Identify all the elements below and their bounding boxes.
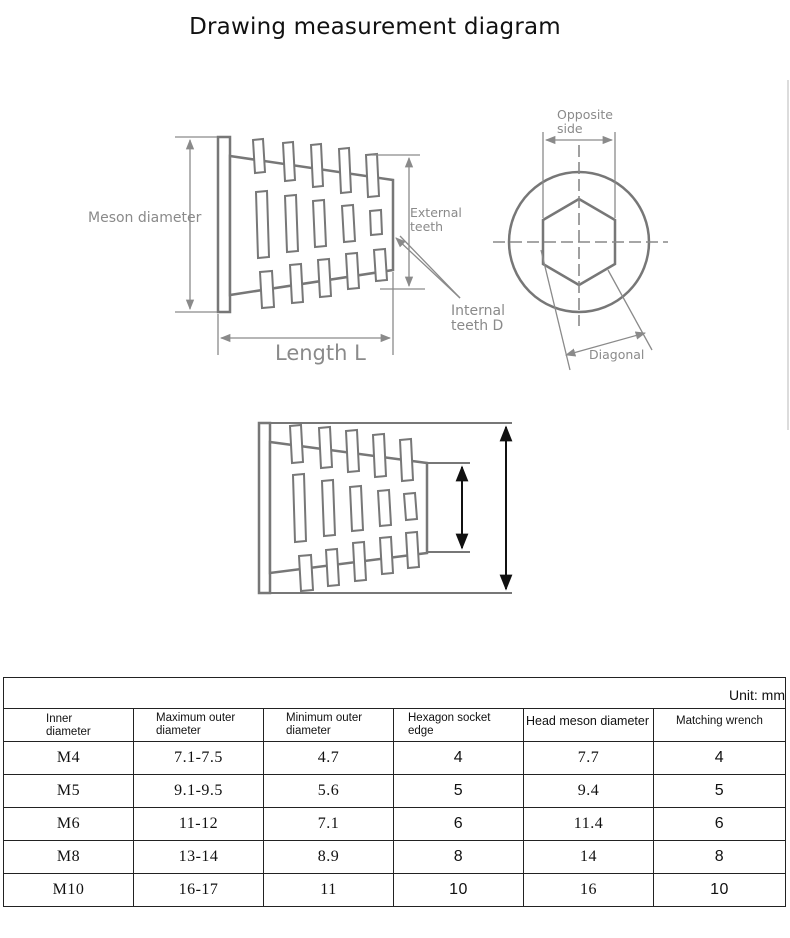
- unit-row: [4, 678, 786, 709]
- table-cell: 8: [654, 841, 786, 874]
- header-cell: [264, 709, 394, 742]
- table-cell: 4: [394, 742, 524, 775]
- table-row: [4, 841, 786, 874]
- front-view-hex: [493, 107, 668, 370]
- table-cell: 5: [654, 775, 786, 808]
- table-cell: 10: [394, 874, 524, 907]
- table-cell: 7.7: [524, 742, 654, 775]
- table-cell: 8.9: [264, 841, 394, 874]
- table-cell: M4: [4, 742, 134, 775]
- table-cell: 6: [654, 808, 786, 841]
- table-row: [4, 808, 786, 841]
- header-text: Maximum outer: [156, 712, 236, 724]
- table-cell: 11.4: [524, 808, 654, 841]
- diagonal-label: Diagonal: [589, 347, 645, 362]
- table-row: [4, 775, 786, 808]
- table-cell: 8: [394, 841, 524, 874]
- page-title: Drawing measurement diagram: [189, 14, 561, 40]
- header-cell: [4, 709, 134, 742]
- header-text: Matching wrench: [676, 714, 763, 727]
- header-text: diameter: [46, 726, 91, 738]
- table-cell: M5: [4, 775, 134, 808]
- table-cell: 16: [524, 874, 654, 907]
- table-cell: 4: [654, 742, 786, 775]
- header-text: diameter: [156, 725, 201, 737]
- table-cell: 11: [264, 874, 394, 907]
- table-cell: 11-12: [134, 808, 264, 841]
- header-text: Minimum outer: [286, 712, 363, 724]
- internal-teeth-label-2: teeth D: [451, 318, 504, 334]
- table-cell: M10: [4, 874, 134, 907]
- spec-table: [3, 677, 786, 907]
- table-row: [4, 742, 786, 775]
- header-cell: [394, 709, 524, 742]
- table-cell: 4.7: [264, 742, 394, 775]
- header-text: Hexagon socket: [408, 712, 491, 724]
- insert-flange: [218, 137, 230, 312]
- external-teeth-label: External: [410, 205, 462, 220]
- length-label: Length L: [275, 341, 366, 365]
- second-insert-view: [259, 423, 512, 593]
- table-cell: 5.6: [264, 775, 394, 808]
- table-cell: 6: [394, 808, 524, 841]
- unit-label: Unit: mm: [729, 687, 785, 703]
- header-cell: [134, 709, 264, 742]
- header-text: Inner: [46, 713, 73, 725]
- table-cell: 7.1-7.5: [134, 742, 264, 775]
- table-cell: 13-14: [134, 841, 264, 874]
- table-cell: M6: [4, 808, 134, 841]
- opposite-side-label: Opposite: [557, 107, 613, 122]
- table-cell: 16-17: [134, 874, 264, 907]
- opposite-side-label-2: side: [557, 121, 583, 136]
- table-cell: 9.1-9.5: [134, 775, 264, 808]
- header-cell: [654, 709, 786, 742]
- insert2-flange: [259, 423, 270, 593]
- external-teeth-label-2: teeth: [410, 219, 444, 234]
- internal-teeth-label: Internal: [451, 303, 505, 319]
- table-row: [4, 874, 786, 907]
- table-cell: 5: [394, 775, 524, 808]
- table-cell: 7.1: [264, 808, 394, 841]
- header-text: Head meson diameter: [526, 713, 649, 728]
- header-text: diameter: [286, 725, 331, 737]
- table-cell: 14: [524, 841, 654, 874]
- table-cell: 9.4: [524, 775, 654, 808]
- header-row: [4, 709, 786, 742]
- table-cell: M8: [4, 841, 134, 874]
- unit-cell: [4, 678, 786, 709]
- header-cell: [524, 709, 654, 742]
- header-text: edge: [408, 725, 434, 737]
- table-cell: 10: [654, 874, 786, 907]
- meson-diameter-label: Meson diameter: [88, 210, 202, 226]
- side-view-insert: [88, 137, 505, 365]
